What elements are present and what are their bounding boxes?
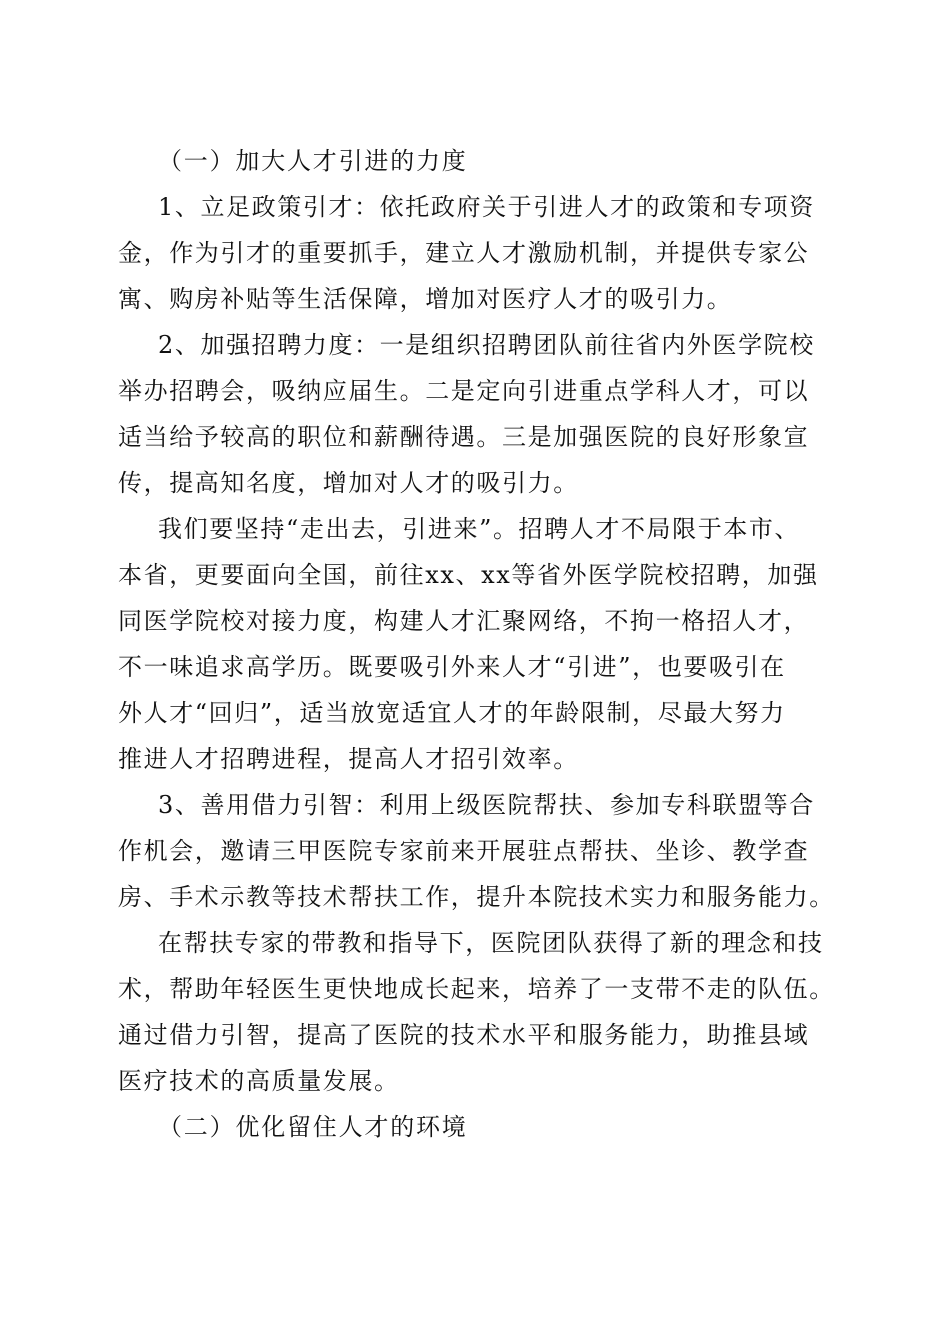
paragraph-3-line-6: 推进人才招聘进程，提高人才招引效率。 [118, 745, 579, 773]
paragraph-2-line-3: 适当给予较高的职位和薪酬待遇。三是加强医院的良好形象宣 [118, 423, 810, 451]
paragraph-3-line-1: 我们要坚持“走出去，引进来”。招聘人才不局限于本市、 [158, 515, 801, 543]
paragraph-3-line-5: 外人才“回归”，适当放宽适宜人才的年龄限制，尽最大努力 [118, 699, 786, 727]
paragraph-1-line-1: 1、立足政策引才：依托政府关于引进人才的政策和专项资 [158, 193, 815, 221]
paragraph-1-line-3: 寓、购房补贴等生活保障，增加对医疗人才的吸引力。 [118, 285, 733, 313]
paragraph-2-line-4: 传，提高知名度，增加对人才的吸引力。 [118, 469, 579, 497]
paragraph-1-line-2: 金，作为引才的重要抓手，建立人才激励机制，并提供专家公 [118, 239, 810, 267]
paragraph-2-line-1: 2、加强招聘力度：一是组织招聘团队前往省内外医学院校 [158, 331, 815, 359]
paragraph-3-line-4: 不一味追求高学历。既要吸引外来人才“引进”，也要吸引在 [118, 653, 786, 681]
paragraph-4-line-1: 3、善用借力引智：利用上级医院帮扶、参加专科联盟等合 [158, 791, 815, 819]
paragraph-5-line-1: 在帮扶专家的带教和指导下，医院团队获得了新的理念和技 [158, 929, 824, 957]
paragraph-5-line-2: 术，帮助年轻医生更快地成长起来，培养了一支带不走的队伍。 [118, 975, 835, 1003]
paragraph-5-line-4: 医疗技术的高质量发展。 [118, 1067, 400, 1095]
paragraph-2-line-2: 举办招聘会，吸纳应届生。二是定向引进重点学科人才，可以 [118, 377, 810, 405]
paragraph-4-line-2: 作机会，邀请三甲医院专家前来开展驻点帮扶、坐诊、教学查 [118, 837, 810, 865]
paragraph-3-line-3: 同医学院校对接力度，构建人才汇聚网络，不拘一格招人才， [118, 607, 810, 635]
paragraph-3-line-2: 本省，更要面向全国，前往xx、xx等省外医学院校招聘，加强 [118, 561, 819, 589]
paragraph-4-line-3: 房、手术示教等技术帮扶工作，提升本院技术实力和服务能力。 [118, 883, 835, 911]
section-heading-1: （一）加大人才引进的力度 [158, 147, 468, 175]
section-heading-2: （二）优化留住人才的环境 [158, 1113, 468, 1141]
paragraph-5-line-3: 通过借力引智，提高了医院的技术水平和服务能力，助推县域 [118, 1021, 810, 1049]
